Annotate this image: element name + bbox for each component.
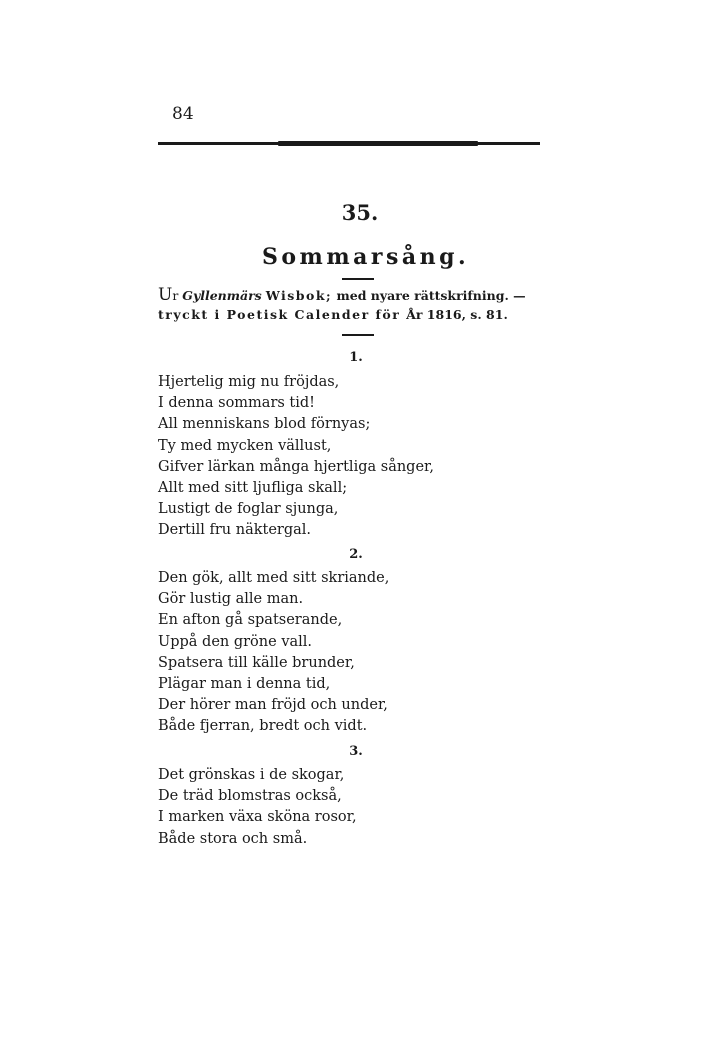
verse-line: Der hörer man fröjd och under,	[158, 697, 388, 714]
verse-line: Ty med mycken vällust,	[158, 437, 332, 454]
verse-line: Spatsera till källe brunder,	[158, 654, 355, 671]
verse-line: De träd blomstras också,	[158, 788, 342, 805]
header-rule	[158, 142, 540, 145]
page-number: 84	[172, 104, 194, 124]
stanza-number: 2.	[349, 547, 363, 562]
source-start: r	[172, 288, 183, 303]
verse-line: I marken växa sköna rosor,	[158, 809, 357, 826]
poem-number	[0, 200, 704, 225]
stanza-2	[158, 568, 389, 738]
verse-line: Plägar man i denna tid,	[158, 676, 331, 693]
verse-line: Dertill fru näktergal.	[158, 522, 312, 539]
title-rule	[342, 278, 374, 280]
verse-line: Den gök, allt med sitt skriande,	[158, 570, 390, 586]
stanza-number: 3.	[349, 744, 363, 759]
source-line2-year: År 1816, s. 81.	[406, 307, 508, 322]
stanza-1	[158, 372, 434, 542]
verse-line: Både stora och små.	[158, 830, 308, 847]
verse-line: Både fjerran, bredt och vidt.	[158, 718, 368, 735]
source-author: Gyllenmärs	[182, 288, 262, 303]
verse-line: Uppå den gröne vall.	[158, 633, 313, 650]
verse-line: Gör lustig alle man.	[158, 591, 304, 608]
source-line1-rest: med nyare rättskrifning. —	[332, 288, 526, 303]
verse-line: All menniskans blod förnyas;	[158, 416, 371, 433]
verse-line: Det grönskas i de skogar,	[158, 767, 345, 783]
verse-line: En afton gå spatserande,	[158, 612, 343, 629]
poem-title: Sommarsång.	[262, 244, 470, 270]
source-book: Wisbok;	[265, 288, 333, 303]
stanza-number: 1.	[349, 350, 363, 365]
source-line-2	[158, 305, 544, 324]
verse-line: I denna sommars tid!	[158, 395, 316, 412]
source-initial: U	[158, 285, 173, 305]
source-line-1	[158, 286, 544, 305]
verse-line: Allt med sitt ljufliga skall;	[158, 480, 348, 497]
source-line2-prefix: tryckt i Poetisk Calender för	[158, 307, 407, 322]
source-note	[158, 286, 544, 324]
poem-number-text: 35.	[341, 200, 379, 225]
verse-line: Gifver lärkan många hjertliga sånger,	[158, 458, 434, 475]
source-rule	[342, 334, 374, 336]
verse-line: Lustigt de foglar sjunga,	[158, 501, 339, 518]
stanza-3	[158, 765, 357, 850]
verse-line: Hjertelig mig nu fröjdas,	[158, 374, 340, 390]
